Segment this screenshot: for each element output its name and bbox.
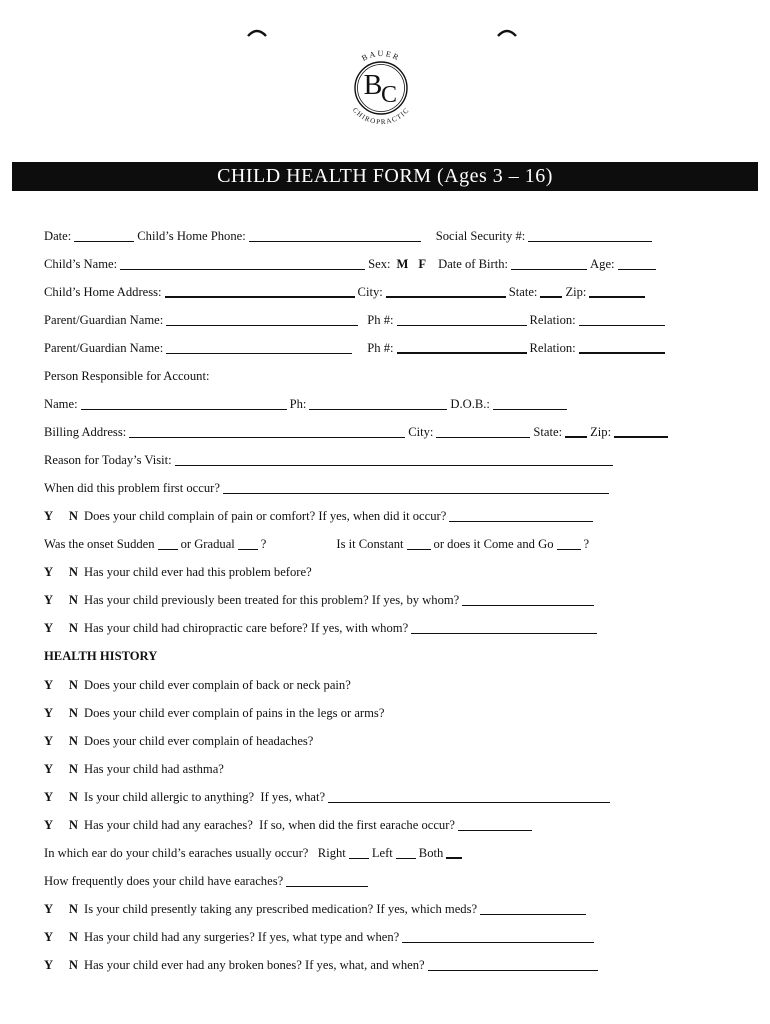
q-meds-answer-field[interactable]	[480, 913, 586, 915]
yes-no-choice	[44, 790, 78, 805]
state-label: State:	[508, 285, 538, 299]
state-field[interactable]	[540, 295, 562, 298]
health-history-section	[44, 644, 730, 664]
onset-sudden-field[interactable]	[158, 548, 178, 550]
row-q-pain	[44, 504, 730, 524]
parent-1-relation-field[interactable]	[579, 324, 665, 326]
row-date-phone-ssn	[44, 224, 730, 244]
zip-label: Zip:	[565, 285, 587, 299]
row-q-back	[44, 673, 730, 693]
constant-qmark: ?	[583, 537, 590, 551]
q-headaches-text: Does your child ever complain of headaches?	[84, 734, 314, 748]
yes-option[interactable]: Y	[44, 902, 54, 916]
row-q-surgeries	[44, 925, 730, 945]
ear-left-label: Left	[371, 846, 393, 860]
health-history-heading: HEALTH HISTORY	[44, 649, 158, 663]
yes-no-choice	[44, 621, 78, 636]
yes-option[interactable]: Y	[44, 790, 54, 804]
q-meds-text: Is your child presently taking any prescribed medication? If yes, which meds?	[84, 902, 478, 916]
q-bones-answer-field[interactable]	[428, 969, 598, 971]
person-responsible-label: Person Responsible for Account:	[44, 369, 210, 383]
child-name-field[interactable]	[120, 268, 365, 270]
form-title: CHILD HEALTH FORM (Ages 3 – 16)	[217, 165, 553, 187]
logo-text-bottom: CHIROPRACTIC	[350, 105, 412, 127]
row-parent-2	[44, 336, 730, 356]
yes-option[interactable]: Y	[44, 818, 54, 832]
logo-initial-c: C	[380, 82, 398, 108]
row-q-headaches	[44, 729, 730, 749]
row-q-asthma	[44, 757, 730, 777]
row-responsible-name	[44, 392, 730, 412]
q-asthma-text: Has your child had asthma?	[84, 762, 224, 776]
home-phone-label: Child’s Home Phone:	[137, 229, 246, 243]
parent-2-label: Parent/Guardian Name:	[44, 341, 164, 355]
yes-option[interactable]: Y	[44, 930, 54, 944]
q-treated-answer-field[interactable]	[462, 604, 594, 606]
billing-zip-field[interactable]	[614, 435, 668, 438]
billing-address-field[interactable]	[129, 436, 405, 438]
age-field[interactable]	[618, 268, 656, 270]
ear-both-label: Both	[418, 846, 444, 860]
q-earaches-answer-field[interactable]	[458, 829, 532, 831]
no-option[interactable]: N	[68, 678, 78, 692]
ear-left-field[interactable]	[396, 857, 416, 859]
yes-option[interactable]: Y	[44, 762, 54, 776]
row-q-treated	[44, 588, 730, 608]
yes-no-choice	[44, 678, 78, 693]
come-and-go-label: or does it Come and Go	[433, 537, 554, 551]
yes-no-choice	[44, 930, 78, 945]
home-address-label: Child’s Home Address:	[44, 285, 162, 299]
dob-field[interactable]	[511, 268, 587, 270]
yes-option[interactable]: Y	[44, 593, 54, 607]
row-ear-side	[44, 841, 730, 861]
q-surgeries-text: Has your child had any surgeries? If yes, what type and when?	[84, 930, 400, 944]
row-q-before	[44, 560, 730, 580]
sex-f-option[interactable]: F	[418, 257, 427, 271]
no-option[interactable]: N	[68, 621, 78, 635]
no-option[interactable]: N	[68, 902, 78, 916]
reason-field[interactable]	[175, 464, 613, 466]
child-name-label: Child’s Name:	[44, 257, 118, 271]
billing-state-label: State:	[533, 425, 563, 439]
onset-gradual-label: or Gradual	[180, 537, 235, 551]
row-billing-address	[44, 420, 750, 440]
date-label: Date:	[44, 229, 72, 243]
parent-1-label: Parent/Guardian Name:	[44, 313, 164, 327]
reason-label: Reason for Today’s Visit:	[44, 453, 172, 467]
yes-no-choice	[44, 734, 78, 749]
q-allergic-text: Is your child allergic to anything? If yes, what?	[84, 790, 326, 804]
no-option[interactable]: N	[68, 509, 78, 523]
city-label: City:	[357, 285, 383, 299]
responsible-dob-label: D.O.B.:	[450, 397, 490, 411]
row-parent-1	[44, 308, 730, 328]
billing-zip-label: Zip:	[590, 425, 612, 439]
q-bones-text: Has your child ever had any broken bones? If yes, what, and when?	[84, 958, 425, 972]
row-q-legs	[44, 701, 730, 721]
zip-field[interactable]	[589, 295, 645, 298]
ssn-label: Social Security #:	[435, 229, 526, 243]
first-occur-field[interactable]	[223, 492, 609, 494]
first-occur-label: When did this problem first occur?	[44, 481, 220, 495]
yes-option[interactable]: Y	[44, 565, 54, 579]
row-home-address	[44, 280, 730, 300]
q-pain-answer-field[interactable]	[449, 520, 593, 522]
q-chiro-answer-field[interactable]	[411, 632, 597, 634]
responsible-name-label: Name:	[44, 397, 78, 411]
ear-both-field[interactable]	[446, 856, 462, 859]
constant-field[interactable]	[407, 548, 431, 550]
yes-no-choice	[44, 593, 78, 608]
billing-state-field[interactable]	[565, 435, 587, 438]
home-address-field[interactable]	[165, 295, 355, 298]
yes-no-choice	[44, 958, 78, 973]
q-earaches-text: Has your child had any earaches? If so, when did the first earache occur?	[84, 818, 455, 832]
yes-option[interactable]: Y	[44, 509, 54, 523]
yes-no-choice	[44, 706, 78, 721]
q-surgeries-answer-field[interactable]	[402, 941, 594, 943]
q-back-text: Does your child ever complain of back or neck pain?	[84, 678, 351, 692]
row-q-meds	[44, 897, 730, 917]
billing-city-field[interactable]	[436, 436, 530, 438]
no-option[interactable]: N	[68, 818, 78, 832]
q-treated-text: Has your child previously been treated for this problem? If yes, by whom?	[84, 593, 460, 607]
q-allergic-answer-field[interactable]	[328, 801, 610, 803]
billing-address-label: Billing Address:	[44, 425, 127, 439]
parent-2-ph-label: Ph #:	[367, 341, 394, 355]
yes-option[interactable]: Y	[44, 958, 54, 972]
q-pain-text: Does your child complain of pain or comfort? If yes, when did it occur?	[84, 509, 447, 523]
yes-option[interactable]: Y	[44, 734, 54, 748]
no-option[interactable]: N	[68, 593, 78, 607]
row-q-earaches	[44, 813, 730, 833]
yes-no-choice	[44, 902, 78, 917]
logo-text-top: BAUER	[360, 48, 402, 63]
sex-m-option[interactable]: M	[396, 257, 409, 271]
onset-gradual-field[interactable]	[238, 548, 258, 550]
sex-label: Sex:	[368, 257, 391, 271]
no-option[interactable]: N	[68, 565, 78, 579]
responsible-name-field[interactable]	[81, 408, 287, 410]
row-first-occur	[44, 476, 730, 496]
no-option[interactable]: N	[68, 790, 78, 804]
logo-initial-b: B	[363, 70, 383, 101]
responsible-phone-field[interactable]	[309, 408, 447, 410]
q-freq-text: How frequently does your child have earaches?	[44, 874, 284, 888]
no-option[interactable]: N	[68, 930, 78, 944]
parent-2-relation-label: Relation:	[529, 341, 576, 355]
parent-1-ph-label: Ph #:	[367, 313, 394, 327]
billing-city-label: City:	[408, 425, 434, 439]
no-option[interactable]: N	[68, 706, 78, 720]
age-label: Age:	[590, 257, 615, 271]
home-phone-field[interactable]	[249, 240, 421, 242]
yes-no-choice	[44, 818, 78, 833]
row-person-responsible	[44, 364, 730, 384]
ear-right-field[interactable]	[349, 857, 369, 859]
row-q-freq	[44, 869, 730, 889]
dob-label: Date of Birth:	[438, 257, 509, 271]
parent-2-relation-field[interactable]	[579, 351, 665, 354]
yes-option[interactable]: Y	[44, 706, 54, 720]
parent-1-name-field[interactable]	[166, 324, 358, 326]
constant-label: Is it Constant	[336, 537, 404, 551]
responsible-dob-field[interactable]	[493, 408, 567, 410]
row-q-bones	[44, 953, 730, 973]
yes-no-choice	[44, 509, 78, 524]
yes-no-choice	[44, 762, 78, 777]
row-q-allergic	[44, 785, 730, 805]
row-reason	[44, 448, 730, 468]
ssn-field[interactable]	[528, 240, 652, 242]
q-before-text: Has your child ever had this problem before?	[84, 565, 312, 579]
q-freq-answer-field[interactable]	[286, 885, 368, 887]
parent-1-relation-label: Relation:	[529, 313, 576, 327]
parent-2-phone-field[interactable]	[397, 351, 527, 354]
yes-option[interactable]: Y	[44, 678, 54, 692]
row-name-sex-dob	[44, 252, 730, 272]
yes-option[interactable]: Y	[44, 621, 54, 635]
onset-qmark: ?	[260, 537, 267, 551]
yes-no-choice	[44, 565, 78, 580]
city-field[interactable]	[386, 295, 506, 298]
parent-2-name-field[interactable]	[166, 352, 352, 354]
q-legs-text: Does your child ever complain of pains in the legs or arms?	[84, 706, 385, 720]
no-option[interactable]: N	[68, 958, 78, 972]
date-field[interactable]	[74, 240, 134, 242]
no-option[interactable]: N	[68, 762, 78, 776]
q-chiro-text: Has your child had chiropractic care before? If yes, with whom?	[84, 621, 409, 635]
no-option[interactable]: N	[68, 734, 78, 748]
parent-1-phone-field[interactable]	[397, 324, 527, 326]
responsible-ph-label: Ph:	[289, 397, 307, 411]
row-onset	[44, 532, 730, 552]
row-q-chiro	[44, 616, 730, 636]
onset-sudden-label: Was the onset Sudden	[44, 537, 155, 551]
ear-right-label: In which ear do your child’s earaches usually occur? Right	[44, 846, 346, 860]
come-and-go-field[interactable]	[557, 548, 581, 550]
